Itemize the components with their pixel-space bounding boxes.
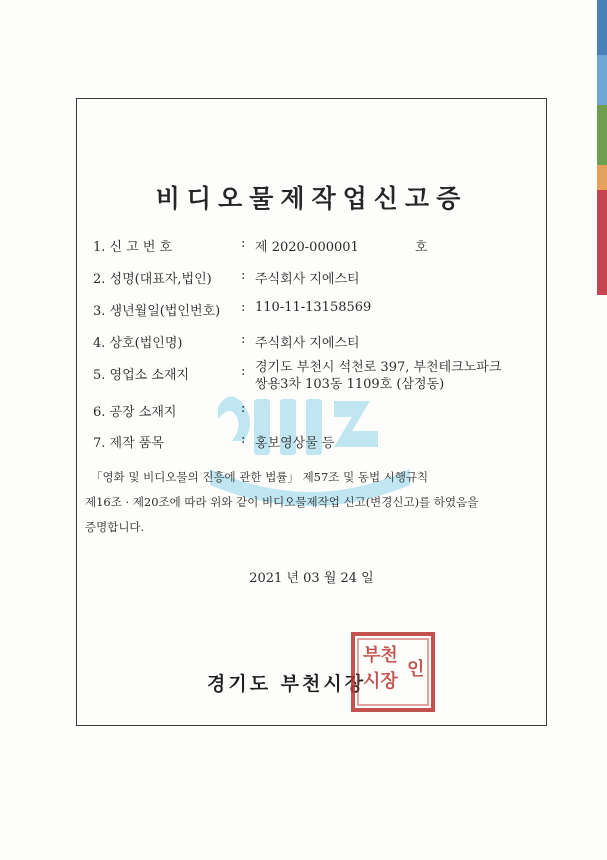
field-colon: : [241, 332, 246, 347]
color-strip [597, 0, 607, 295]
field-label: 1. 신 고 번 호 [93, 240, 173, 255]
field-value: 홍보영상물 등 [255, 436, 335, 451]
field-label: 5. 영업소 소재지 [93, 368, 190, 383]
field-colon: : [241, 268, 246, 283]
strip-orange [597, 165, 607, 190]
field-value: 주식회사 지에스티 [255, 336, 360, 351]
field-colon: : [241, 300, 246, 315]
field-colon: : [241, 364, 246, 379]
field-value: 경기도 부천시 석천로 397, 부천테크노파크 [255, 360, 502, 375]
certification-statement [85, 465, 541, 540]
strip-red [597, 190, 607, 295]
statement-line: 증명합니다. [85, 520, 145, 534]
strip-green [597, 105, 607, 165]
strip-light-blue [597, 55, 607, 105]
field-value-line2: 쌍용3차 103동 1109호 (삼정동) [255, 377, 445, 392]
statement-line: 「영화 및 비디오물의 진흥에 관한 법률」 제57조 및 동법 시행규칙 [91, 470, 429, 484]
field-suffix: 호 [415, 240, 428, 255]
field-colon: : [241, 401, 246, 416]
field-label: 2. 성명(대표자,법인) [93, 272, 212, 287]
svg-text:시장: 시장 [363, 671, 398, 692]
strip-blue [597, 0, 607, 55]
field-value: 제 2020-000001 [255, 240, 359, 255]
official-seal [350, 631, 436, 713]
field-label: 4. 상호(법인명) [93, 336, 183, 351]
certificate-title: 비디오물제작업신고증 [155, 184, 468, 213]
svg-text:인: 인 [407, 659, 425, 680]
field-value: 110-11-13158569 [255, 300, 372, 315]
statement-line: 제16조 · 제20조에 따라 위와 같이 비디오물제작업 신고(변경신고)를 하였음을 [85, 495, 479, 509]
field-label: 7. 제작 품목 [93, 436, 164, 451]
issuer-name: 경기도 부천시장 [207, 673, 367, 695]
issue-date: 2021 년 03 월 24 일 [249, 571, 374, 586]
field-colon: : [241, 236, 246, 251]
field-colon: : [241, 432, 246, 447]
field-label: 3. 생년월일(법인번호) [93, 304, 221, 319]
field-label: 6. 공장 소재지 [93, 405, 177, 420]
field-value: 주식회사 지에스티 [255, 272, 360, 287]
certificate [76, 98, 547, 726]
svg-text:부천: 부천 [363, 645, 398, 666]
